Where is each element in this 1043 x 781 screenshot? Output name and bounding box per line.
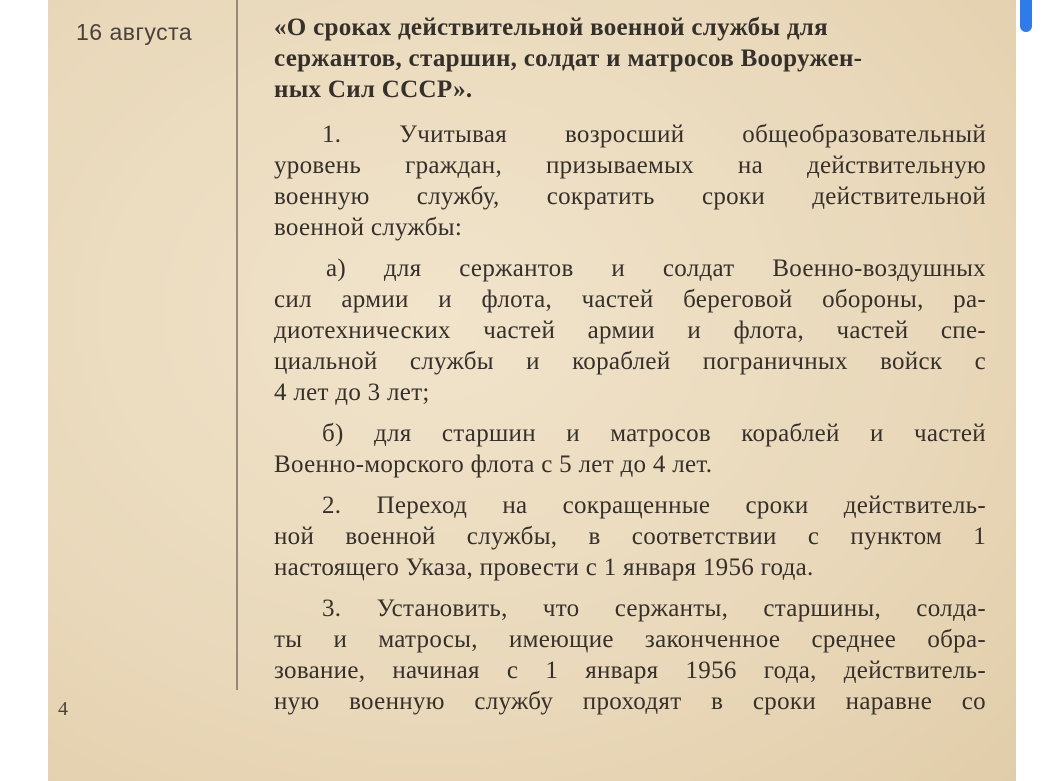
paragraph-1 bbox=[274, 119, 986, 243]
page-number: 4 bbox=[58, 698, 68, 720]
decree-title bbox=[274, 12, 986, 105]
text-line: настоящего Указа, провести с 1 января 1956 года. bbox=[274, 554, 814, 581]
scrollbar-track[interactable] bbox=[1018, 0, 1043, 781]
text-line: 4 лет до 3 лет; bbox=[274, 379, 430, 406]
text-line: военной службы: bbox=[274, 214, 463, 241]
text-line: циальной службы и кораблей пограничных войск с bbox=[274, 348, 986, 375]
margin-rule bbox=[236, 0, 238, 690]
paragraph-1b bbox=[274, 418, 986, 480]
date-label: 16 августа bbox=[76, 19, 193, 45]
document-body bbox=[274, 12, 986, 727]
text-line: военную службу, сократить сроки действительной bbox=[274, 183, 986, 210]
title-line: сержантов, старшин, солдат и матросов Вооружен- bbox=[274, 45, 863, 72]
paragraph-2 bbox=[274, 490, 986, 583]
title-line: «О сроках действительной военной службы для bbox=[274, 14, 828, 41]
text-line: Военно-морского флота с 5 лет до 4 лет. bbox=[274, 451, 713, 478]
paragraph-3 bbox=[274, 593, 986, 717]
document-page bbox=[48, 0, 1016, 781]
title-line: ных Сил СССР». bbox=[274, 76, 473, 103]
text-line: ную военную службу проходят в сроки наравне со bbox=[274, 688, 986, 715]
text-line: уровень граждан, призываемых на действительную bbox=[274, 152, 986, 179]
paragraph-1a bbox=[274, 253, 986, 408]
text-line: 3. Установить, что сержанты, старшины, солда- bbox=[322, 595, 986, 622]
text-line: диотехнических частей армии и флота, частей спе- bbox=[274, 317, 986, 344]
text-line: б) для старшин и матросов кораблей и частей bbox=[322, 420, 986, 447]
text-line: 2. Переход на сокращенные сроки действитель- bbox=[322, 492, 986, 519]
text-line: зование, начиная с 1 января 1956 года, действитель- bbox=[274, 657, 986, 684]
text-line: сил армии и флота, частей береговой обороны, ра- bbox=[274, 286, 986, 313]
text-line: ной военной службы, в соответствии с пунктом 1 bbox=[274, 523, 986, 550]
text-line: а) для сержантов и солдат Военно-воздушных bbox=[326, 255, 986, 282]
text-line: ты и матросы, имеющие законченное среднее обра- bbox=[274, 626, 986, 653]
scrollbar-thumb[interactable] bbox=[1020, 0, 1032, 32]
text-line: 1. Учитывая возросший общеобразовательный bbox=[322, 121, 986, 148]
